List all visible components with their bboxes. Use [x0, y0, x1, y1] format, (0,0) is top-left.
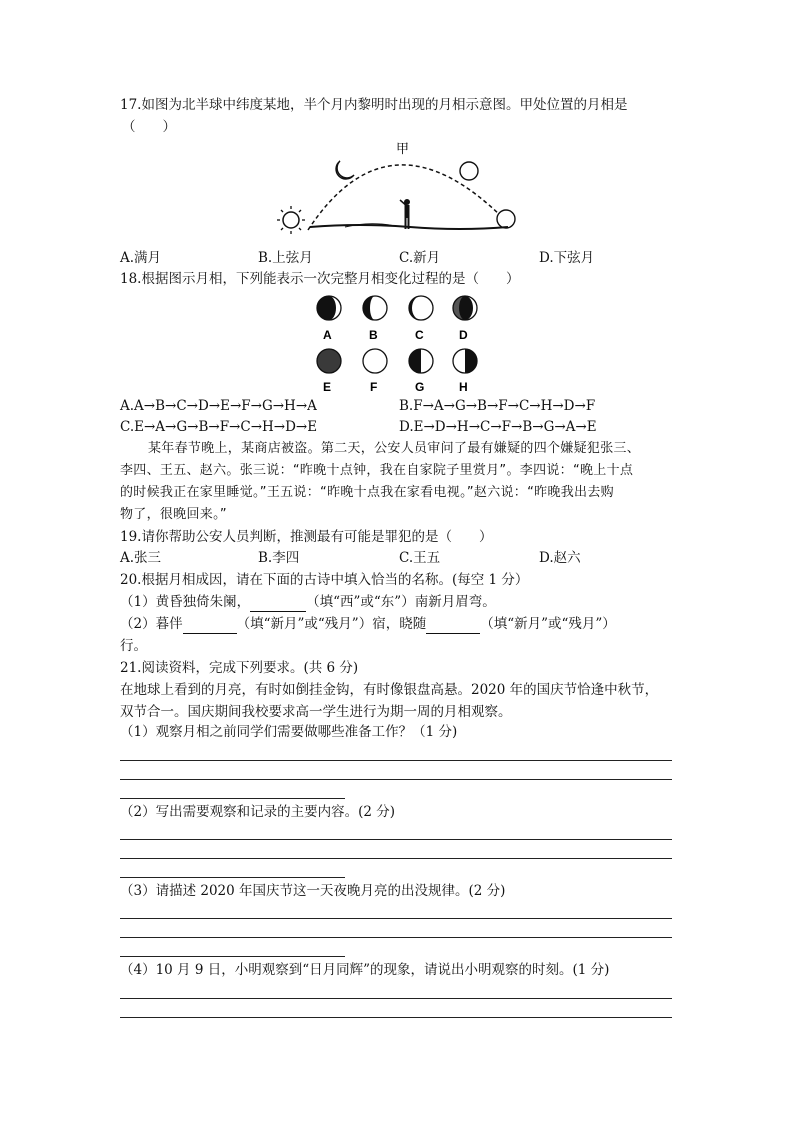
q20-part-2-prefix: （2）暮伴	[120, 616, 183, 632]
q20-blank-1[interactable]	[250, 595, 306, 612]
story-line-3: 的时候我正在家里睡觉。”王五说：“昨晚十点我在家看电视。”赵六说：“昨晚我出去购	[120, 485, 614, 500]
crescent-moon-icon	[336, 161, 354, 179]
moon-phase-c	[409, 296, 433, 320]
q21-stem: 21.阅读资料，完成下列要求。(共 6 分)	[120, 660, 359, 676]
q21-sub-2-answer-line-2[interactable]	[120, 858, 672, 859]
q20-blank-3[interactable]	[426, 617, 480, 634]
q18-moon-phases-figure	[310, 293, 490, 393]
q21-sub-2-answer-line-1[interactable]	[120, 839, 672, 840]
q20-part-1-prefix: （1）黄昏独倚朱阑，	[120, 594, 251, 610]
moon-label-h: H	[459, 380, 468, 393]
q17-option-b: B.上弦月	[258, 250, 313, 266]
q18-option-d: D.E→D→H→C→F→B→G→A→E	[399, 419, 597, 435]
moon-circle-upper	[460, 162, 478, 180]
moon-phase-h	[453, 349, 477, 373]
moon-label-f: F	[370, 380, 378, 393]
q21-material-line-2: 双节合一。国庆期间我校要求高一学生进行为期一周的月相观察。	[120, 704, 512, 720]
moon-label-c: C	[415, 328, 424, 342]
q19-option-a: A.张三	[120, 550, 162, 566]
observer-person-icon	[400, 199, 410, 229]
q19-stem: 19.请你帮助公安人员判断，推测最有可能是罪犯的是（ ）	[120, 529, 493, 545]
q17-stem: 17.如图为北半球中纬度某地，半个月内黎明时出现的月相示意图。甲处位置的月相是	[120, 97, 628, 113]
q20-part-2	[120, 614, 616, 634]
sun-icon	[277, 206, 305, 234]
q21-sub-1-answer-line-2[interactable]	[120, 779, 672, 780]
moon-phase-f	[363, 349, 387, 373]
story-line-4: 物了，很晚回来。”	[120, 507, 227, 522]
q17-answer-paren: （ ）	[122, 119, 176, 135]
q20-part-2-middle: （填“新月”或“残月”）宿，晓随	[236, 616, 427, 632]
moon-phase-e	[317, 349, 341, 373]
moon-label-g: G	[415, 380, 425, 393]
q19-option-c: C.王五	[399, 550, 441, 566]
q19-option-d: D.赵六	[539, 550, 581, 566]
q21-sub-4: （4）10 月 9 日，小明观察到“日月同辉”的现象，请说出小明观察的时刻。(1 分)	[120, 962, 610, 978]
q17-moon-path-figure	[270, 135, 530, 247]
moon-label-b: B	[369, 328, 378, 342]
q18-stem: 18.根据图示月相，下列能表示一次完整月相变化过程的是（ ）	[120, 271, 520, 287]
q20-part-1-suffix: （填“西”或“东”）南新月眉弯。	[306, 594, 496, 610]
moon-phase-a	[317, 296, 341, 320]
q20-part-1	[120, 592, 496, 612]
q21-sub-3-answer-line-1[interactable]	[120, 918, 672, 919]
q21-sub-3-answer-line-3[interactable]	[120, 956, 345, 957]
q19-option-b: B.李四	[258, 550, 300, 566]
q21-sub-3-answer-line-2[interactable]	[120, 937, 672, 938]
moon-phase-b	[363, 296, 387, 320]
moon-label-d: D	[459, 328, 468, 342]
q21-sub-1-answer-line-1[interactable]	[120, 760, 672, 761]
q21-sub-4-answer-line-2[interactable]	[120, 1017, 672, 1018]
q20-part-2-continuation: 行。	[120, 638, 147, 654]
story-line-2: 李四、王五、赵六。张三说：“昨晚十点钟，我在自家院子里赏月”。李四说：“晚上十点	[120, 463, 634, 478]
story-line-1: 某年春节晚上，某商店被盗。第二天，公安人员审问了最有嫌疑的四个嫌疑犯张三、	[148, 441, 641, 456]
q20-stem: 20.根据月相成因，请在下面的古诗中填入恰当的名称。(每空 1 分）	[120, 572, 529, 588]
q17-option-d: D.下弦月	[539, 250, 595, 266]
q20-part-2-suffix: （填“新月”或“残月”）	[480, 616, 616, 632]
moon-phase-d	[453, 296, 477, 320]
q17-option-a: A.满月	[120, 250, 162, 266]
q21-sub-4-answer-line-1[interactable]	[120, 998, 672, 999]
q21-sub-1: （1）观察月相之前同学们需要做哪些准备工作？（1 分)	[120, 724, 458, 740]
q18-option-a: A.A→B→C→D→E→F→G→H→A	[120, 398, 317, 414]
q21-material-line-1: 在地球上看到的月亮，有时如倒挂金钩，有时像银盘高悬。2020 年的国庆节恰逢中秋节，	[120, 682, 659, 698]
q21-sub-2-answer-line-3[interactable]	[120, 877, 345, 878]
q20-blank-2[interactable]	[183, 617, 237, 634]
q18-option-c: C.E→A→G→B→F→C→H→D→E	[120, 419, 318, 435]
q17-option-c: C.新月	[399, 250, 441, 266]
moon-label-a: A	[323, 328, 332, 342]
moon-label-e: E	[323, 380, 332, 393]
q21-sub-3: （3）请描述 2020 年国庆节这一天夜晚月亮的出没规律。(2 分)	[120, 883, 506, 899]
q21-sub-2: （2）写出需要观察和记录的主要内容。(2 分)	[120, 804, 396, 820]
moon-circle-horizon	[497, 210, 515, 228]
q21-sub-1-answer-line-3[interactable]	[120, 798, 345, 799]
q18-option-b: B.F→A→G→B→F→C→H→D→F	[399, 398, 596, 414]
position-label-jia: 甲	[396, 141, 410, 156]
moon-phase-g	[409, 349, 433, 373]
